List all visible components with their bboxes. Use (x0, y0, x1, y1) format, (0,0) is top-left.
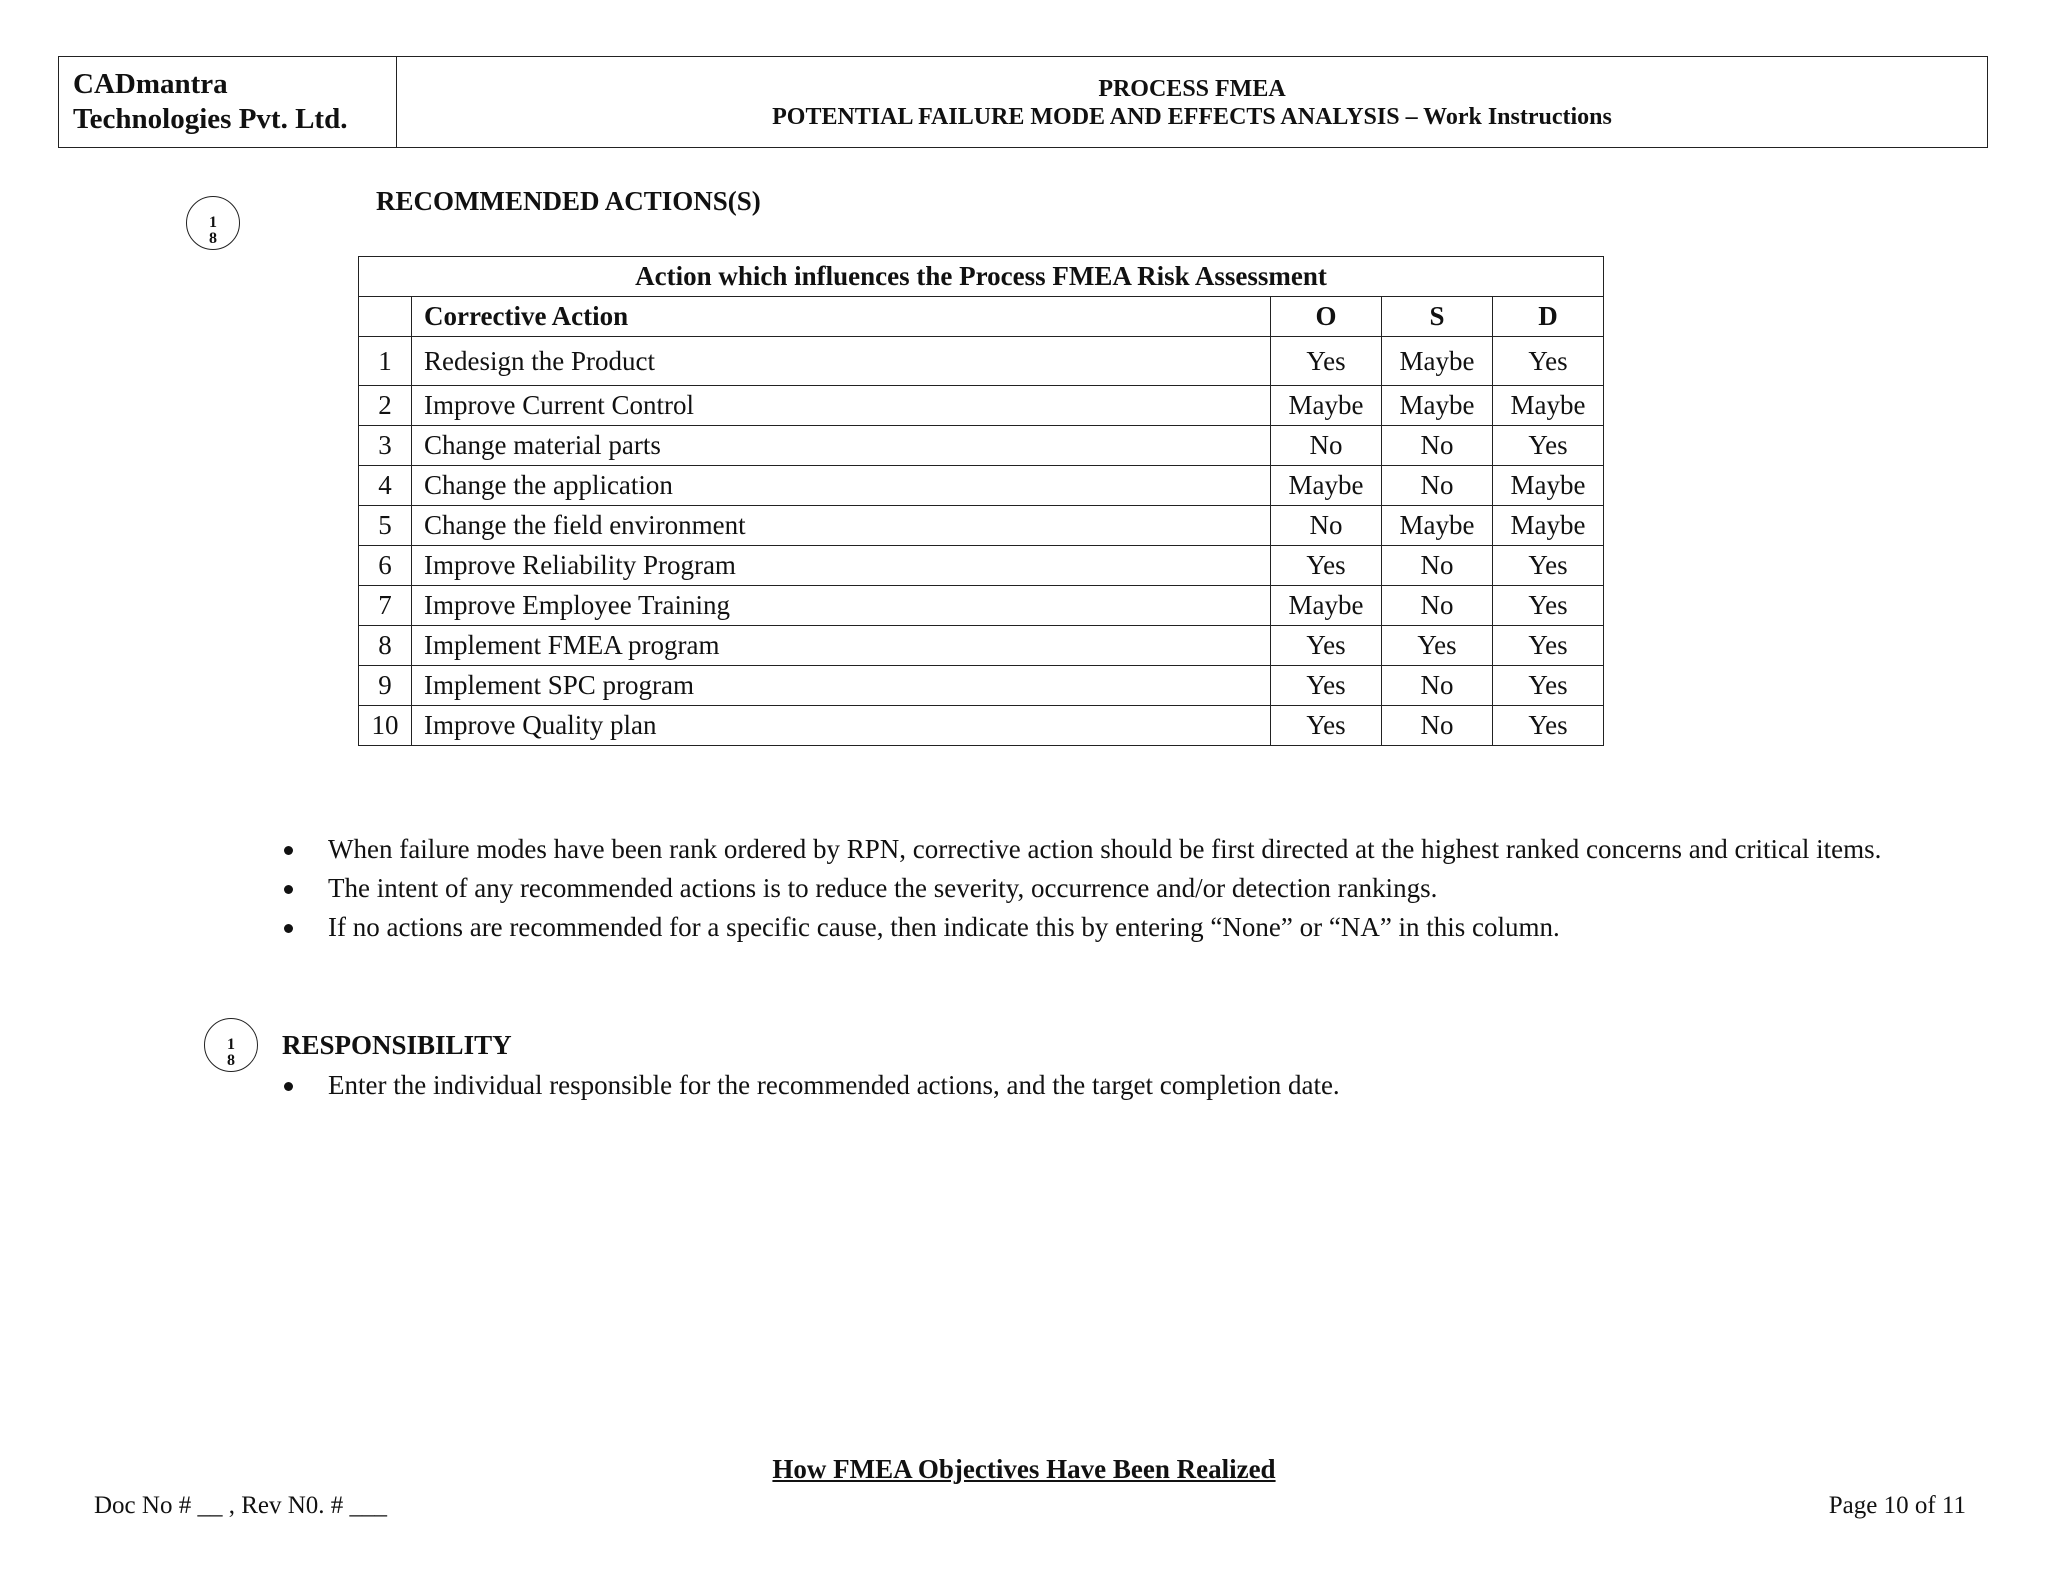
severity-cell: Maybe (1382, 337, 1493, 386)
table-row (359, 386, 1604, 426)
step-marker-digit: 1 (227, 1036, 235, 1053)
company-name-line2: Technologies Pvt. Ltd. (73, 103, 348, 135)
row-number: 6 (359, 546, 412, 586)
bullet-item: When failure modes have been rank ordered by RPN, corrective action should be first directed at the highest ranked concerns and critical items. (280, 830, 1881, 869)
severity-cell: No (1382, 706, 1493, 746)
step-marker-digit: 1 (209, 214, 217, 231)
corrective-action-cell: Redesign the Product (412, 337, 1271, 386)
row-number: 1 (359, 337, 412, 386)
column-header-corrective-action: Corrective Action (412, 297, 1271, 337)
doc-number: Doc No # __ , Rev N0. # ___ (94, 1492, 388, 1519)
row-number: 3 (359, 426, 412, 466)
severity-cell: No (1382, 586, 1493, 626)
detection-cell: Yes (1493, 426, 1604, 466)
corrective-action-cell: Improve Current Control (412, 386, 1271, 426)
detection-cell: Maybe (1493, 466, 1604, 506)
detection-cell: Yes (1493, 337, 1604, 386)
detection-cell: Yes (1493, 706, 1604, 746)
severity-cell: No (1382, 426, 1493, 466)
detection-cell: Yes (1493, 586, 1604, 626)
table-row (359, 506, 1604, 546)
row-number: 2 (359, 386, 412, 426)
occurrence-cell: Yes (1271, 546, 1382, 586)
occurrence-cell: No (1271, 426, 1382, 466)
column-header-severity: S (1382, 297, 1493, 337)
corrective-action-cell: Implement FMEA program (412, 626, 1271, 666)
company-name-line1: CADmantra (73, 68, 228, 100)
detection-cell: Maybe (1493, 506, 1604, 546)
table-row (359, 666, 1604, 706)
occurrence-cell: Yes (1271, 626, 1382, 666)
row-number: 4 (359, 466, 412, 506)
corrective-action-cell: Change material parts (412, 426, 1271, 466)
occurrence-cell: Yes (1271, 337, 1382, 386)
page-number: Page 10 of 11 (1828, 1492, 1966, 1519)
row-number: 7 (359, 586, 412, 626)
severity-cell: No (1382, 546, 1493, 586)
step-marker-digit: 8 (209, 230, 217, 247)
step-marker-recommended (186, 196, 240, 250)
row-number: 10 (359, 706, 412, 746)
severity-cell: Maybe (1382, 506, 1493, 546)
severity-cell: Yes (1382, 626, 1493, 666)
column-header-occurrence: O (1271, 297, 1382, 337)
row-number: 5 (359, 506, 412, 546)
detection-cell: Yes (1493, 666, 1604, 706)
table-row (359, 586, 1604, 626)
table-row (359, 546, 1604, 586)
footer-heading: How FMEA Objectives Have Been Realized (772, 1454, 1276, 1484)
corrective-action-cell: Implement SPC program (412, 666, 1271, 706)
occurrence-cell: Maybe (1271, 386, 1382, 426)
table-row (359, 466, 1604, 506)
table-caption: Action which influences the Process FMEA Risk Assessment (359, 257, 1604, 297)
severity-cell: No (1382, 666, 1493, 706)
occurrence-cell: Yes (1271, 706, 1382, 746)
table-caption-row (359, 257, 1604, 297)
occurrence-cell: Maybe (1271, 586, 1382, 626)
table-row (359, 706, 1604, 746)
detection-cell: Yes (1493, 546, 1604, 586)
company-name (59, 57, 397, 147)
step-marker-responsibility (204, 1018, 258, 1072)
recommended-actions-heading: RECOMMENDED ACTIONS(S) (376, 186, 761, 216)
table-row (359, 626, 1604, 666)
corrective-action-cell: Change the field environment (412, 506, 1271, 546)
occurrence-cell: Yes (1271, 666, 1382, 706)
corrective-action-cell: Change the application (412, 466, 1271, 506)
table-body (359, 337, 1604, 746)
document-title-line1: PROCESS FMEA (1098, 76, 1286, 102)
step-marker-digit: 8 (227, 1052, 235, 1069)
bullet-item: The intent of any recommended actions is to reduce the severity, occurrence and/or detection rankings. (280, 869, 1881, 908)
row-number: 8 (359, 626, 412, 666)
row-number: 9 (359, 666, 412, 706)
severity-cell: Maybe (1382, 386, 1493, 426)
table-row (359, 337, 1604, 386)
responsibility-bullets (280, 1066, 1340, 1105)
column-header-detection: D (1493, 297, 1604, 337)
document-title (397, 57, 1987, 147)
document-title-line2: POTENTIAL FAILURE MODE AND EFFECTS ANALYSIS – Work Instructions (772, 104, 1612, 130)
table-row (359, 426, 1604, 466)
corrective-action-cell: Improve Quality plan (412, 706, 1271, 746)
document-header (58, 56, 1988, 148)
corrective-action-cell: Improve Reliability Program (412, 546, 1271, 586)
severity-cell: No (1382, 466, 1493, 506)
corrective-action-cell: Improve Employee Training (412, 586, 1271, 626)
bullet-item: If no actions are recommended for a specific cause, then indicate this by entering “None” or “NA” in this column. (280, 908, 1881, 947)
fmea-actions-table (358, 256, 1604, 746)
occurrence-cell: Maybe (1271, 466, 1382, 506)
table-header-row (359, 297, 1604, 337)
occurrence-cell: No (1271, 506, 1382, 546)
column-header-number (359, 297, 412, 337)
detection-cell: Maybe (1493, 386, 1604, 426)
recommended-actions-bullets (280, 830, 1881, 947)
responsibility-heading: RESPONSIBILITY (282, 1030, 512, 1060)
detection-cell: Yes (1493, 626, 1604, 666)
bullet-item: Enter the individual responsible for the recommended actions, and the target completion date. (280, 1066, 1340, 1105)
